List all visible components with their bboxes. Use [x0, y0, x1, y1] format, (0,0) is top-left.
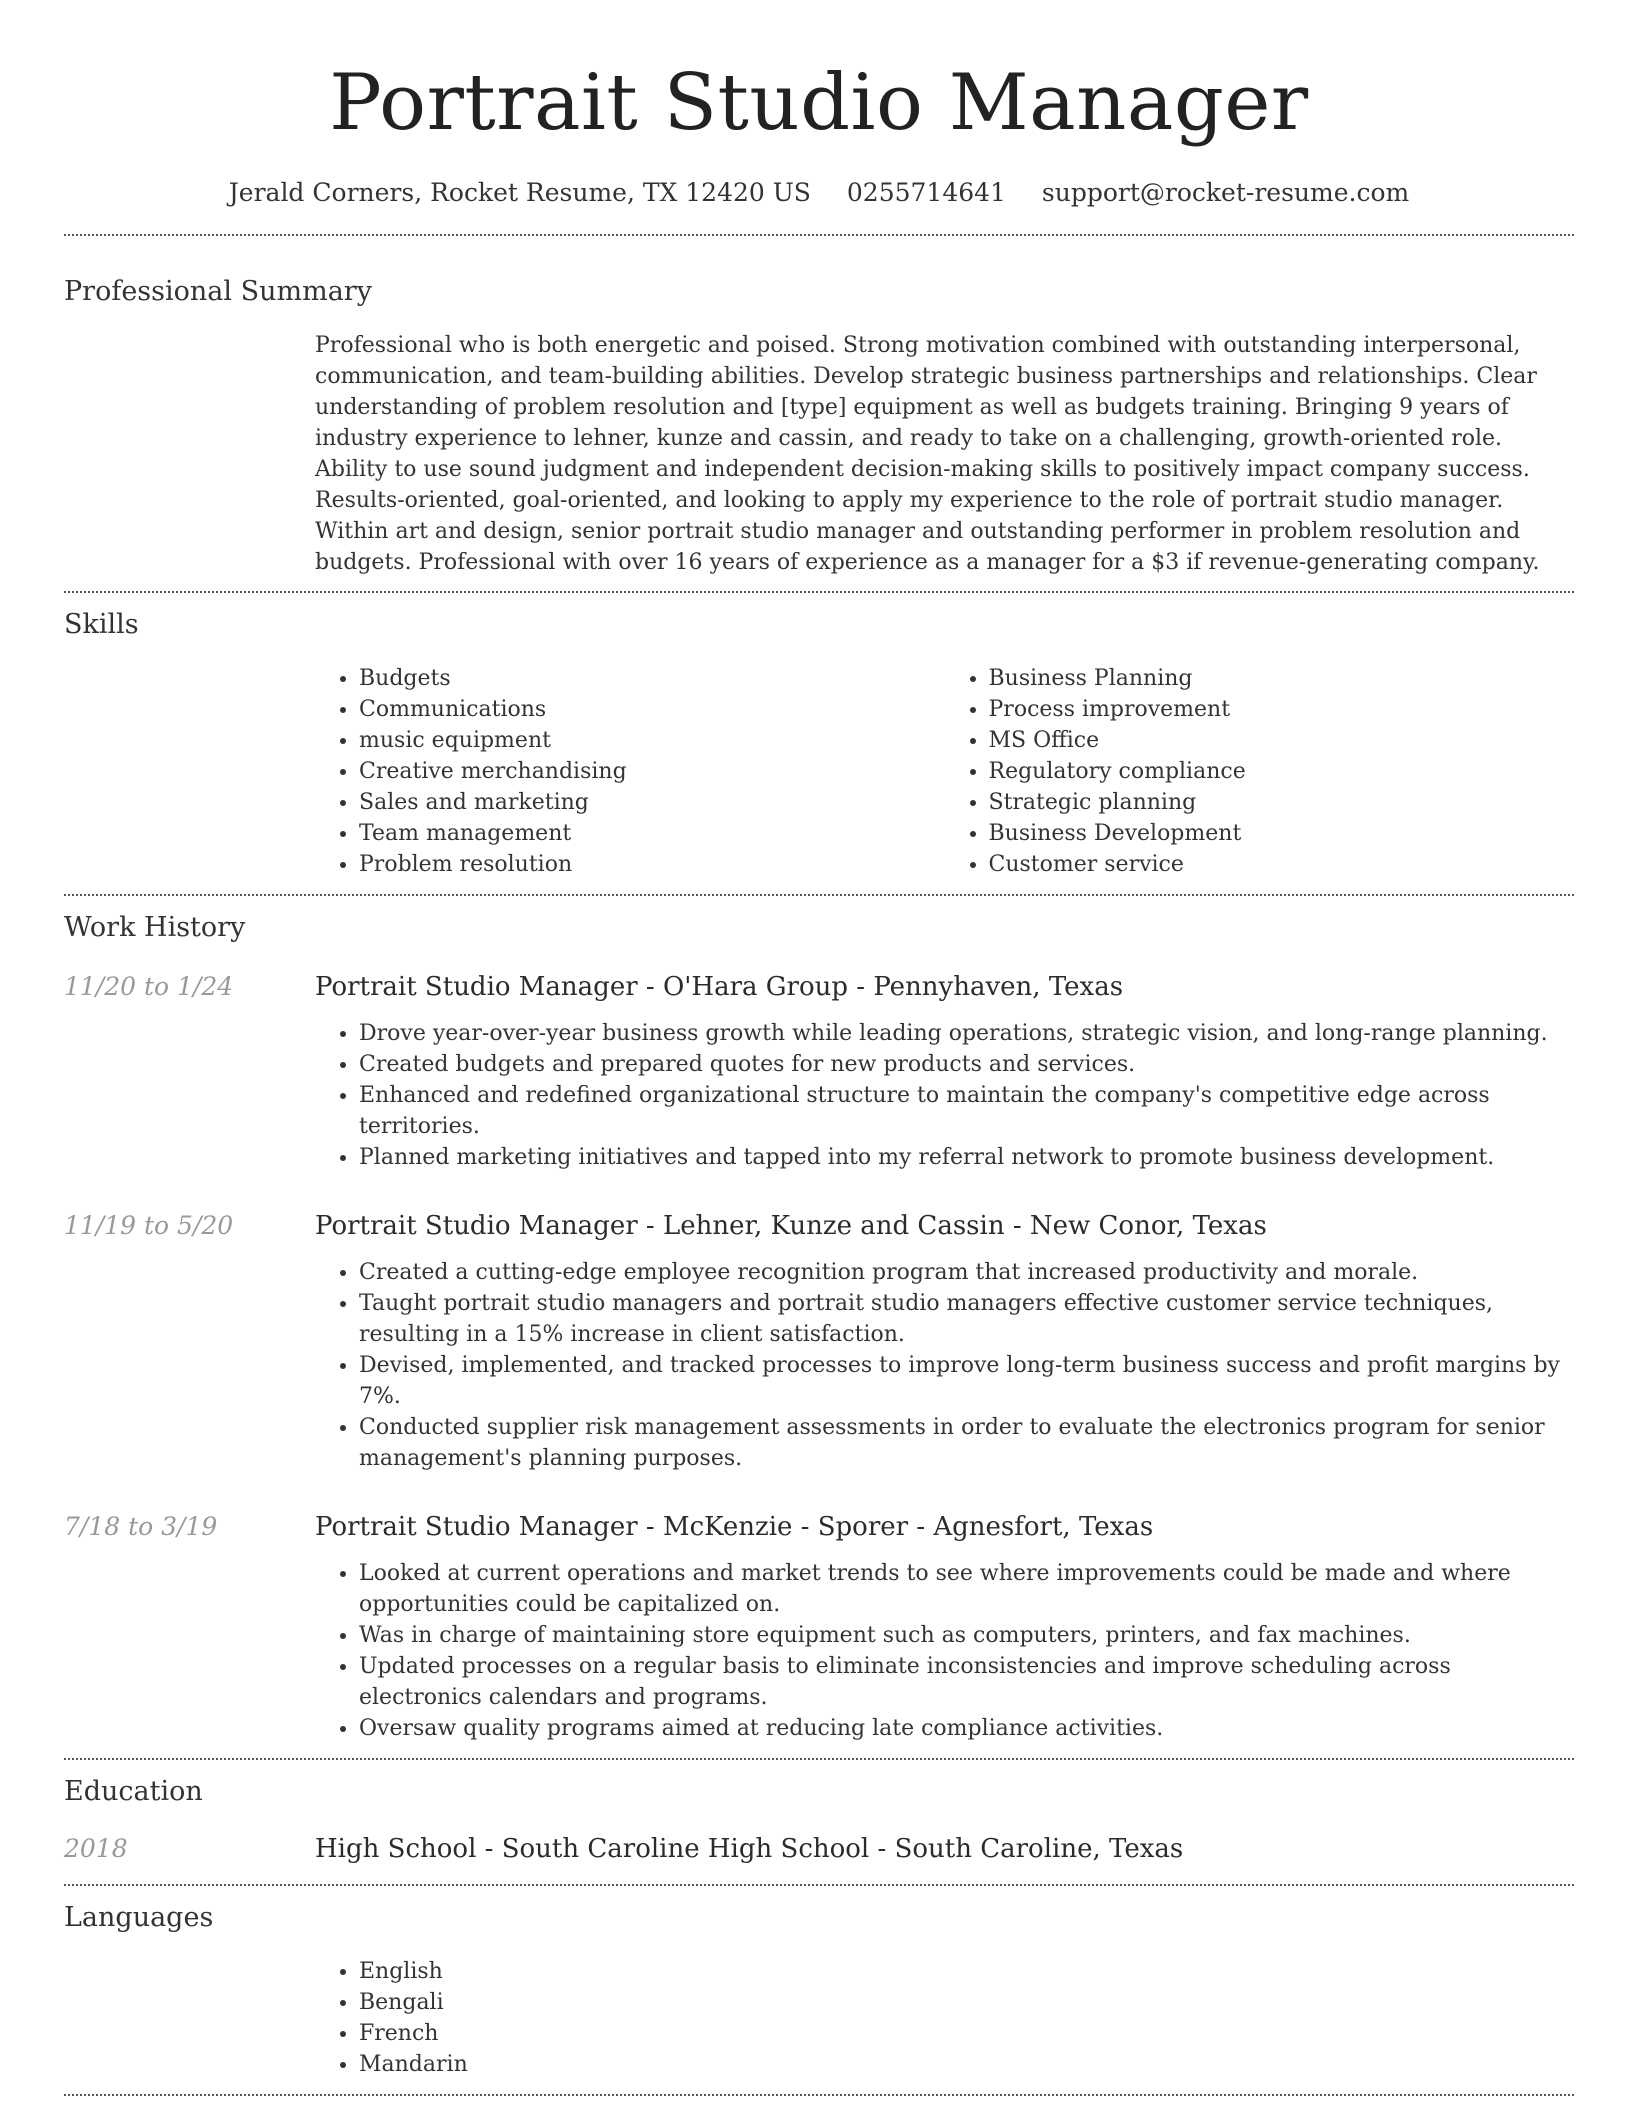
- skill-item: • Communications: [359, 694, 945, 725]
- job-title: Portrait Studio Manager - Lehner, Kunze and Cassin - New Conor, Texas: [315, 1211, 1267, 1241]
- job-bullet: • Created budgets and prepared quotes for new products and services.: [359, 1049, 1574, 1080]
- job-dates: 11/19 to 5/20: [64, 1211, 234, 1240]
- skills-heading: Skills: [64, 609, 139, 640]
- job-bullets: [315, 1257, 1574, 1474]
- education-heading: Education: [64, 1776, 203, 1807]
- skills-columns: [315, 663, 1574, 880]
- contact-phone: 0255714641: [846, 178, 1006, 207]
- skill-item: • Problem resolution: [359, 849, 945, 880]
- job-dates: 11/20 to 1/24: [64, 972, 234, 1001]
- contact-line: [64, 176, 1574, 210]
- job-bullet: • Created a cutting-edge employee recognition program that increased productivity and morale.: [359, 1257, 1574, 1288]
- job-dates: 7/18 to 3/19: [64, 1512, 218, 1541]
- job-bullet: • Updated processes on a regular basis to eliminate inconsistencies and improve scheduling across electronics calendars and programs.: [359, 1651, 1574, 1713]
- skills-list-right: [945, 663, 1575, 880]
- resume-page: [64, 0, 1574, 2096]
- skill-item: • Team management: [359, 818, 945, 849]
- job-bullet: • Was in charge of maintaining store equipment such as computers, printers, and fax machines.: [359, 1620, 1574, 1651]
- skills-list-left: [315, 663, 945, 880]
- education-entry: High School - South Caroline High School - South Caroline, Texas: [315, 1834, 1184, 1864]
- job-bullet: • Looked at current operations and market trends to see where improvements could be made and where opportunities could be capitalized on.: [359, 1558, 1574, 1620]
- summary-heading: Professional Summary: [64, 276, 372, 307]
- job-bullet: • Taught portrait studio managers and portrait studio managers effective customer service techniques, resulting in a 15% increase in client satisfaction.: [359, 1288, 1574, 1350]
- language-item: • Mandarin: [359, 2049, 1574, 2080]
- skill-item: • Business Planning: [989, 663, 1575, 694]
- summary-text: Professional who is both energetic and poised. Strong motivation combined with outstanding interpersonal, communication, and team-building abilities. Develop strategic business partnerships and relationships. Clear understanding of problem resolution and [type] equipment as well as budgets training. Bringing 9 years of industry experience to lehner, kunze and cassin, and ready to take on a challenging, growth-oriented role. Ability to use sound judgment and independent decision-making skills to positively impact company success. Results-oriented, goal-oriented, and looking to apply my experience to the role of portrait studio manager. Within art and design, senior portrait studio manager and outstanding performer in problem resolution and budgets. Professional with over 16 years of experience as a manager for a $3 if revenue-generating company.: [315, 333, 1540, 575]
- skill-item: • Strategic planning: [989, 787, 1575, 818]
- job-bullet: • Enhanced and redefined organizational structure to maintain the company's competitive edge across territories.: [359, 1080, 1574, 1142]
- job-bullet: • Drove year-over-year business growth while leading operations, strategic vision, and long-range planning.: [359, 1018, 1574, 1049]
- skill-item: • MS Office: [989, 725, 1575, 756]
- skill-item: • Sales and marketing: [359, 787, 945, 818]
- job-entry: [64, 1209, 1574, 1474]
- education-year: 2018: [64, 1834, 128, 1863]
- education-section: [64, 1760, 1574, 1866]
- languages-list: [315, 1956, 1574, 2080]
- summary-section: [64, 236, 1574, 578]
- job-bullet: • Devised, implemented, and tracked processes to improve long-term business success and profit margins by 7%.: [359, 1350, 1574, 1412]
- language-item: • Bengali: [359, 1987, 1574, 2018]
- skills-section: [64, 593, 1574, 880]
- job-bullet: • Planned marketing initiatives and tapped into my referral network to promote business development.: [359, 1142, 1574, 1173]
- language-item: • English: [359, 1956, 1574, 1987]
- contact-address: Jerald Corners, Rocket Resume, TX 12420 US: [228, 178, 811, 207]
- languages-heading: Languages: [64, 1902, 214, 1933]
- job-bullet: • Conducted supplier risk management assessments in order to evaluate the electronics program for senior management's planning purposes.: [359, 1412, 1574, 1474]
- skill-item: • Creative merchandising: [359, 756, 945, 787]
- skill-item: • Regulatory compliance: [989, 756, 1575, 787]
- languages-section: [64, 1886, 1574, 2080]
- skill-item: • Business Development: [989, 818, 1575, 849]
- job-title: Portrait Studio Manager - O'Hara Group - Pennyhaven, Texas: [315, 972, 1124, 1002]
- job-bullets: [315, 1018, 1574, 1173]
- skill-item: • Process improvement: [989, 694, 1575, 725]
- work-section: [64, 896, 1574, 1744]
- language-item: • French: [359, 2018, 1574, 2049]
- divider: [64, 2094, 1574, 2096]
- job-title: Portrait Studio Manager - McKenzie - Sporer - Agnesfort, Texas: [315, 1512, 1154, 1542]
- skill-item: • Customer service: [989, 849, 1575, 880]
- job-bullet: • Oversaw quality programs aimed at reducing late compliance activities.: [359, 1713, 1574, 1744]
- contact-email[interactable]: support@rocket-resume.com: [1041, 178, 1410, 207]
- job-entry: [64, 970, 1574, 1173]
- skill-item: • Budgets: [359, 663, 945, 694]
- resume-title: Portrait Studio Manager: [329, 58, 1309, 148]
- work-heading: Work History: [64, 912, 246, 943]
- job-entry: [64, 1510, 1574, 1744]
- job-bullets: [315, 1558, 1574, 1744]
- skill-item: • music equipment: [359, 725, 945, 756]
